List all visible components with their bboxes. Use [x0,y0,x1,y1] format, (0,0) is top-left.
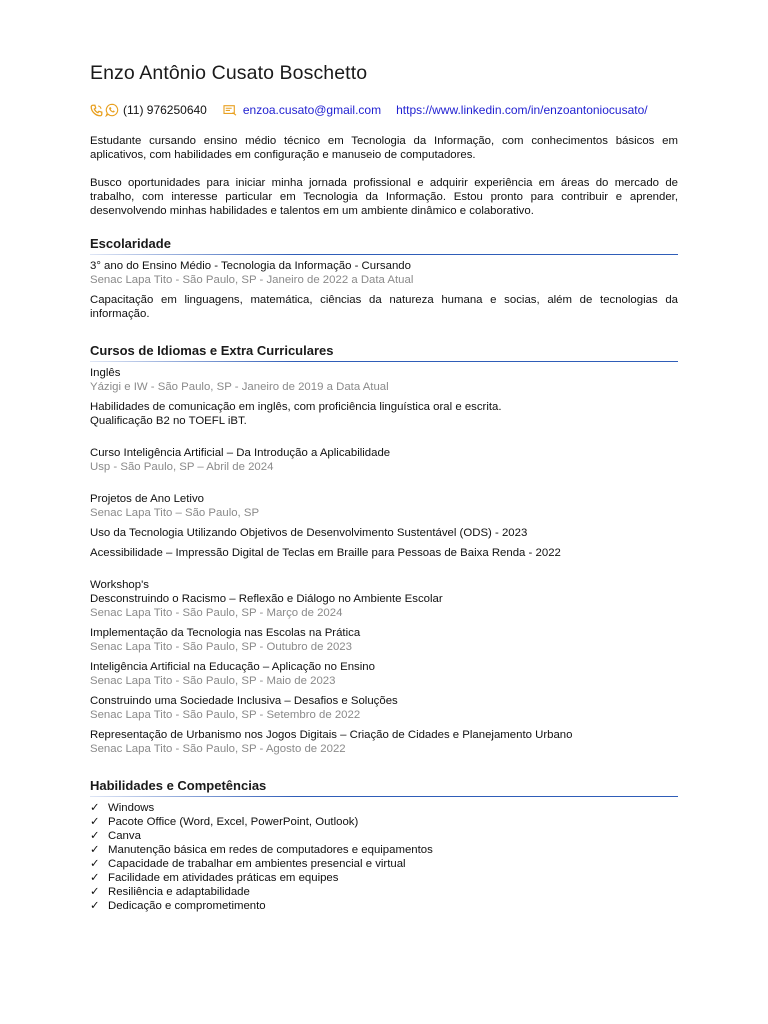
projects-title: Projetos de Ano Letivo [90,493,204,505]
project-item: Uso da Tecnologia Utilizando Objetivos de Desenvolvimento Sustentável (ODS) - 2023 [90,527,528,539]
education-course: 3° ano do Ensino Médio - Tecnologia da Informação - Cursando [90,260,411,272]
check-icon: ✓ [90,872,100,884]
workshop-name: Construindo uma Sociedade Inclusiva – Desafios e Soluções [90,695,398,707]
skill-item: ✓ Manutenção básica em redes de computadores e equipamentos [90,844,433,856]
workshop-place: Senac Lapa Tito - São Paulo, SP - Maio de 2023 [90,675,336,687]
whatsapp-icon [105,103,119,117]
workshop-name: Representação de Urbanismo nos Jogos Digitais – Criação de Cidades e Planejamento Urbano [90,729,573,741]
workshop-name: Inteligência Artificial na Educação – Aplicação no Ensino [90,661,375,673]
section-title-skills: Habilidades e Competências [90,778,267,793]
summary-paragraph: Estudante cursando ensino médio técnico em Tecnologia da Informação, com conhecimentos básicos em aplicativos, com habilidades em configuração e manuseio de computadores. [90,135,678,161]
check-icon: ✓ [90,816,100,828]
skill-item: ✓ Resiliência e adaptabilidade [90,886,250,898]
skill-item: ✓ Dedicação e comprometimento [90,900,266,912]
phone-icon [90,104,103,117]
profile-summary [90,134,678,218]
skills-list [90,801,678,913]
check-icon: ✓ [90,802,100,814]
skills-section [90,778,678,913]
check-icon: ✓ [90,886,100,898]
workshop-place: Senac Lapa Tito - São Paulo, SP - Setembro de 2022 [90,709,361,721]
education-section [90,236,678,321]
phone-number: (11) 976250640 [123,103,207,117]
course-english-detail: Habilidades de comunicação em inglês, com proficiência linguística oral e escrita. [90,401,502,413]
workshop-name: Desconstruindo o Racismo – Reflexão e Diálogo no Ambiente Escolar [90,593,443,605]
contact-bar [90,102,678,118]
section-title-courses: Cursos de Idiomas e Extra Curriculares [90,343,334,358]
check-icon: ✓ [90,830,100,842]
check-icon: ✓ [90,844,100,856]
candidate-name: Enzo Antônio Cusato Boschetto [90,62,368,84]
summary-paragraph: Busco oportunidades para iniciar minha jornada profissional e adquirir experiência em áreas do mercado de trabalho, com interesse particular em Tecnologia da Informação. Estou pronto para contribuir e aprender, desenvolvendo minhas habilidades e talentos em um ambiente dinâmico e colaborativo. [90,177,678,217]
course-ai-place: Usp - São Paulo, SP – Abril de 2024 [90,461,274,473]
section-divider [90,361,678,362]
section-divider [90,796,678,797]
projects-place: Senac Lapa Tito – São Paulo, SP [90,507,260,519]
skill-item: ✓ Capacidade de trabalhar em ambientes presencial e virtual [90,858,406,870]
workshop-place: Senac Lapa Tito - São Paulo, SP - Agosto de 2022 [90,743,346,755]
education-description: Capacitação em linguagens, matemática, ciências da natureza humana e socias, além de tecnologias da informação. [90,294,678,320]
project-item: Acessibilidade – Impressão Digital de Teclas em Braille para Pessoas de Baixa Renda - 2022 [90,547,561,559]
workshop-place: Senac Lapa Tito - São Paulo, SP - Outubro de 2023 [90,641,352,653]
section-divider [90,254,678,255]
skill-item: ✓ Canva [90,830,141,842]
course-english-place: Yázigi e IW - São Paulo, SP - Janeiro de 2019 a Data Atual [90,381,389,393]
workshop-place: Senac Lapa Tito - São Paulo, SP - Março de 2024 [90,607,343,619]
courses-section [90,343,678,756]
resume-content [90,62,678,913]
course-english-name: Inglês [90,367,121,379]
course-ai-name: Curso Inteligência Artificial – Da Introdução a Aplicabilidade [90,447,391,459]
check-icon: ✓ [90,858,100,870]
email-icon [223,104,237,116]
workshops-title: Workshop's [90,579,149,591]
course-english-detail: Qualificação B2 no TOEFL iBT. [90,415,247,427]
email-link[interactable]: enzoa.cusato@gmail.com [242,103,382,117]
skill-item: ✓ Windows [90,802,155,814]
skill-item: ✓ Pacote Office (Word, Excel, PowerPoint, Outlook) [90,816,359,828]
linkedin-link[interactable]: https://www.linkedin.com/in/enzoantoniocusato/ [396,103,648,117]
section-title-education: Escolaridade [90,236,171,251]
skill-item: ✓ Facilidade em atividades práticas em equipes [90,872,339,884]
workshop-name: Implementação da Tecnologia nas Escolas na Prática [90,627,361,639]
education-place: Senac Lapa Tito - São Paulo, SP - Janeiro de 2022 a Data Atual [90,274,414,286]
check-icon: ✓ [90,900,100,912]
